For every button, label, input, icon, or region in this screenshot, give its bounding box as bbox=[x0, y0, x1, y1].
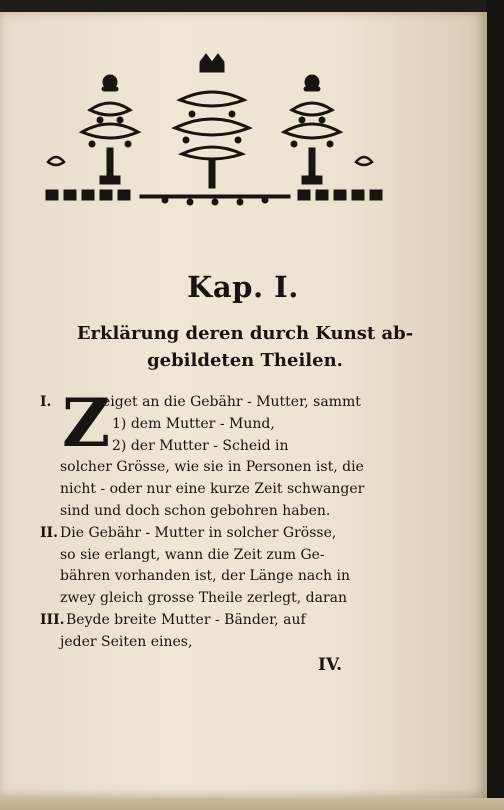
chapter-title: Kap. I. bbox=[187, 270, 299, 304]
left-tree-ornament bbox=[82, 75, 138, 184]
text-line-content: bähren vorhanden ist, der Länge nach in bbox=[60, 568, 350, 585]
item-number-ii: II. bbox=[40, 524, 58, 541]
text-line bbox=[40, 457, 364, 479]
text-line bbox=[40, 566, 360, 588]
text-line bbox=[40, 436, 360, 458]
center-tree-crown-ornament bbox=[175, 54, 249, 188]
text-line-content: 1) dem Mutter - Mund, bbox=[112, 415, 275, 432]
chapter-subtitle bbox=[30, 320, 460, 374]
text-line bbox=[40, 545, 360, 567]
right-tree-ornament bbox=[284, 75, 340, 184]
subtitle-line-1: Erklärung deren durch Kunst ab- bbox=[76, 323, 414, 344]
text-line bbox=[40, 501, 360, 523]
text-line-content: Die Gebähr - Mutter in solcher Grösse, bbox=[60, 524, 337, 541]
text-line-content: nicht - oder nur eine kurze Zeit schwanger bbox=[60, 481, 365, 498]
text-line-content: 2) der Mutter - Scheid in bbox=[112, 437, 289, 454]
background-shadow bbox=[486, 0, 504, 810]
text-line: eiget an die Gebähr - Mutter, sammt bbox=[102, 394, 361, 410]
text-line-content: zwey gleich grosse Theile zerlegt, daran bbox=[60, 590, 347, 607]
text-line-content: sind und doch schon gebohren haben. bbox=[60, 502, 331, 519]
text-line-content: jeder Seiten eines, bbox=[60, 633, 193, 650]
text-line bbox=[40, 588, 360, 610]
text-line-content: so sie erlangt, wann die Zeit zum Ge- bbox=[60, 546, 325, 563]
page-bottom-edge bbox=[0, 798, 504, 810]
subtitle-line-2: gebildeten Theilen. bbox=[147, 350, 343, 371]
text-line bbox=[40, 632, 360, 654]
text-line-content: Beyde breite Mutter - Bänder, auf bbox=[66, 611, 306, 628]
item-ii-line-1 bbox=[40, 523, 360, 545]
item-iii-line-1 bbox=[40, 610, 360, 632]
catchword: IV. bbox=[318, 655, 343, 675]
printers-ornament bbox=[40, 40, 390, 215]
text-line bbox=[40, 479, 365, 501]
decorated-initial: Z bbox=[62, 384, 111, 462]
item-number-iii: III. bbox=[40, 611, 65, 628]
body-text bbox=[40, 384, 365, 654]
text-line-content: solcher Grösse, wie sie in Personen ist, die bbox=[60, 459, 364, 476]
item-number-i: I. bbox=[40, 394, 52, 410]
text-line bbox=[40, 414, 360, 436]
